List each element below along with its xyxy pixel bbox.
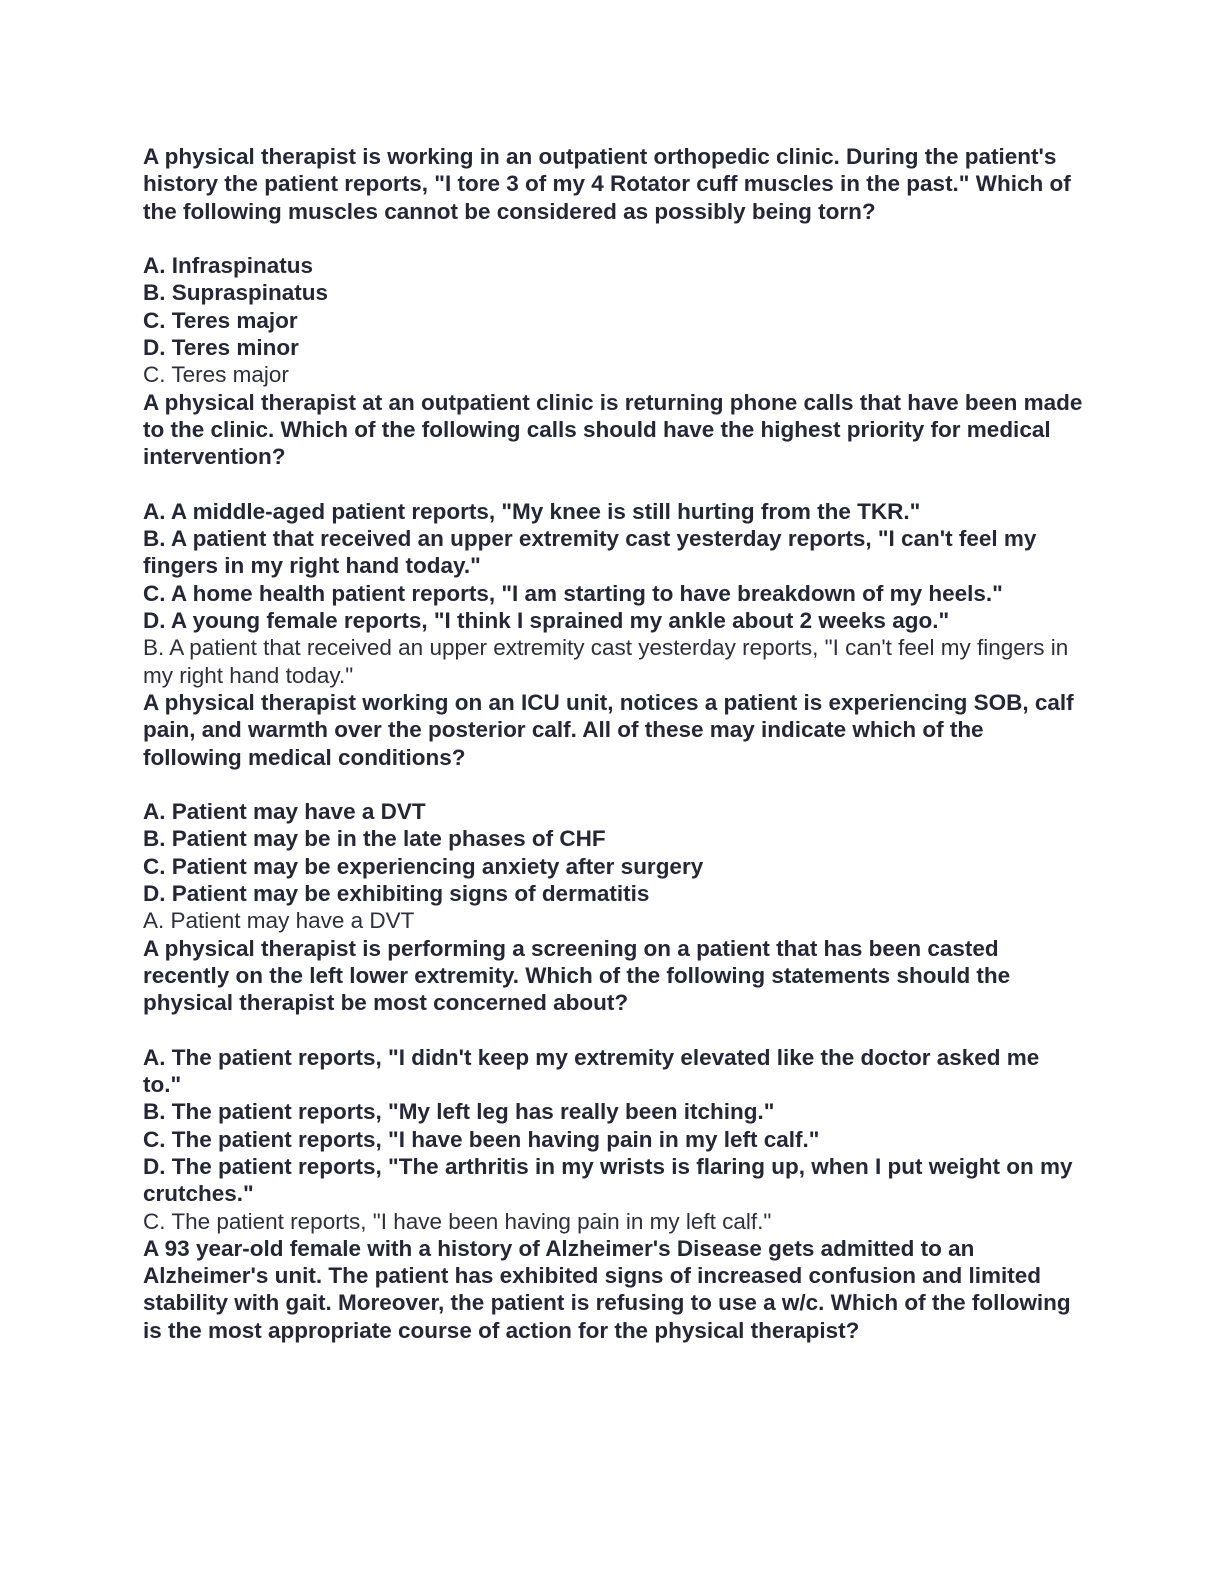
question-text: A physical therapist is working in an outpatient orthopedic clinic. During the patient's history the patient reports, "I tore 3 of my 4 Rotator cuff muscles in the past." Which of the following muscles cannot be considered as possibly being torn? [143,144,1071,224]
option-b: B. Patient may be in the late phases of CHF [143,826,606,852]
option-a: A. The patient reports, "I didn't keep my extremity elevated like the doctor asked me to." [143,1044,1040,1098]
answer-text: C. The patient reports, "I have been having pain in my left calf." [143,1208,772,1234]
option-d: D. The patient reports, "The arthritis in my wrists is flaring up, when I put weight on my crutches." [143,1153,1073,1207]
option-c: C. Teres major [143,307,298,333]
option-d: D. A young female reports, "I think I sprained my ankle about 2 weeks ago." [143,608,950,634]
question-text: A physical therapist at an outpatient clinic is returning phone calls that have been made to the clinic. Which of the following calls should have the highest priority for medical intervention? [143,389,1083,470]
option-c: C. A home health patient reports, "I am starting to have breakdown of my heels." [143,580,1003,606]
answer-text: A. Patient may have a DVT [143,908,415,934]
option-list [143,252,1083,361]
question-block [143,143,1083,389]
question-text: A physical therapist working on an ICU unit, notices a patient is experiencing SOB, calf pain, and warmth over the posterior calf. All of these may indicate which of the following medical conditions? [143,689,1074,770]
answer-text: C. Teres major [143,362,289,388]
option-a: A. Infraspinatus [143,253,314,279]
option-c: C. Patient may be experiencing anxiety after surgery [143,853,704,879]
question-text: A physical therapist is performing a screening on a patient that has been casted recently on the left lower extremity. Which of the following statements should the physical therapist be most concerned about? [143,935,1011,1016]
option-list [143,1044,1083,1208]
answer-text: B. A patient that received an upper extremity cast yesterday reports, "I can't feel my fingers in my right hand today." [143,635,1069,688]
document-page [143,143,1083,1344]
option-a: A. Patient may have a DVT [143,799,426,825]
option-d: D. Teres minor [143,335,299,361]
option-b: B. Supraspinatus [143,280,329,306]
option-a: A. A middle-aged patient reports, "My knee is still hurting from the TKR." [143,498,921,524]
question-block [143,1235,1083,1344]
option-b: B. A patient that received an upper extremity cast yesterday reports, "I can't feel my fingers in my right hand today." [143,526,1037,579]
option-list [143,498,1083,634]
option-b: B. The patient reports, "My left leg has really been itching." [143,1099,775,1125]
option-list [143,798,1083,907]
question-block [143,689,1083,935]
question-block [143,935,1083,1235]
option-c: C. The patient reports, "I have been having pain in my left calf." [143,1126,820,1152]
question-text: A 93 year-old female with a history of Alzheimer's Disease gets admitted to an Alzheimer's unit. The patient has exhibited signs of increased confusion and limited stability with gait. Moreover, the patient is refusing to use a w/c. Which of the following is the most appropriate course of action for the physical therapist? [143,1235,1071,1343]
option-d: D. Patient may be exhibiting signs of dermatitis [143,881,650,907]
question-block [143,389,1083,689]
